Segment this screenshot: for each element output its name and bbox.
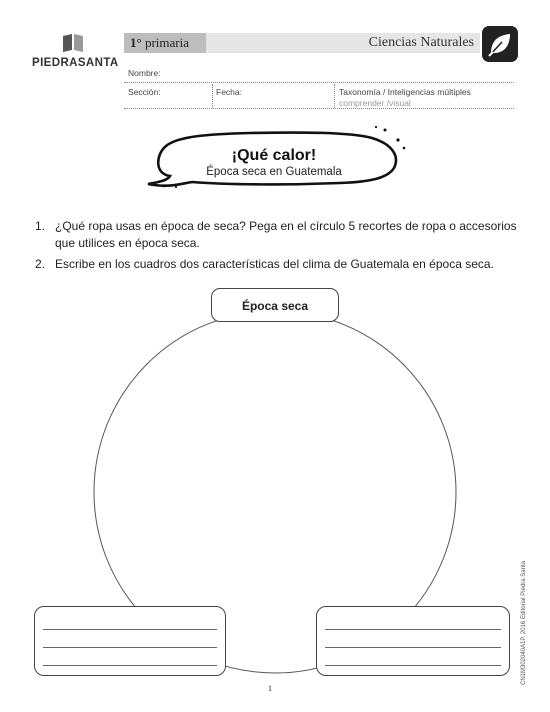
divider (212, 84, 213, 108)
instruction-2 (35, 256, 515, 273)
writing-line (325, 647, 501, 648)
writing-box-left[interactable] (34, 606, 226, 676)
instruction-1 (35, 218, 515, 252)
taxonomy-value: comprender /visual (339, 98, 411, 108)
writing-line (325, 665, 501, 666)
grade-bar (124, 33, 206, 53)
writing-line (43, 647, 217, 648)
center-label-box: Época seca (211, 288, 339, 322)
brand-logo: PIEDRASANTA (32, 57, 119, 69)
worksheet-subtitle: Época seca en Guatemala (206, 166, 342, 178)
leaf-icon (482, 26, 518, 62)
writing-line (43, 665, 217, 666)
section-line (124, 108, 514, 109)
instruction-number: 2. (35, 257, 46, 271)
writing-line (325, 629, 501, 630)
subject-title: Ciencias Naturales (206, 33, 480, 53)
worksheet-title: ¡Qué calor! (231, 147, 317, 164)
name-label: Nombre: (128, 68, 161, 78)
instruction-text: ¿Qué ropa usas en época de seca? Pega en el círculo 5 recortes de ropa o accesorios que utilices en época seca. (55, 219, 517, 250)
copyright-text: CN1M302040A1P. 2016 Editorial Piedra Santa (521, 561, 527, 685)
writing-box-right[interactable] (316, 606, 510, 676)
page-number: 1 (268, 684, 272, 693)
instruction-text: Escribe en los cuadros dos características del clima de Guatemala en época seca. (55, 257, 494, 271)
book-logo-icon (62, 34, 84, 52)
instruction-number: 1. (35, 219, 46, 233)
divider (334, 84, 335, 108)
date-label: Fecha: (216, 87, 242, 97)
grade-label: primaria (144, 35, 189, 50)
name-line[interactable] (124, 82, 514, 83)
taxonomy-label: Taxonomía / Inteligencias múltiples (339, 87, 471, 97)
grade-number: 1° (130, 35, 142, 50)
section-label: Sección: (128, 87, 161, 97)
writing-line (43, 629, 217, 630)
subject-badge (482, 26, 518, 62)
